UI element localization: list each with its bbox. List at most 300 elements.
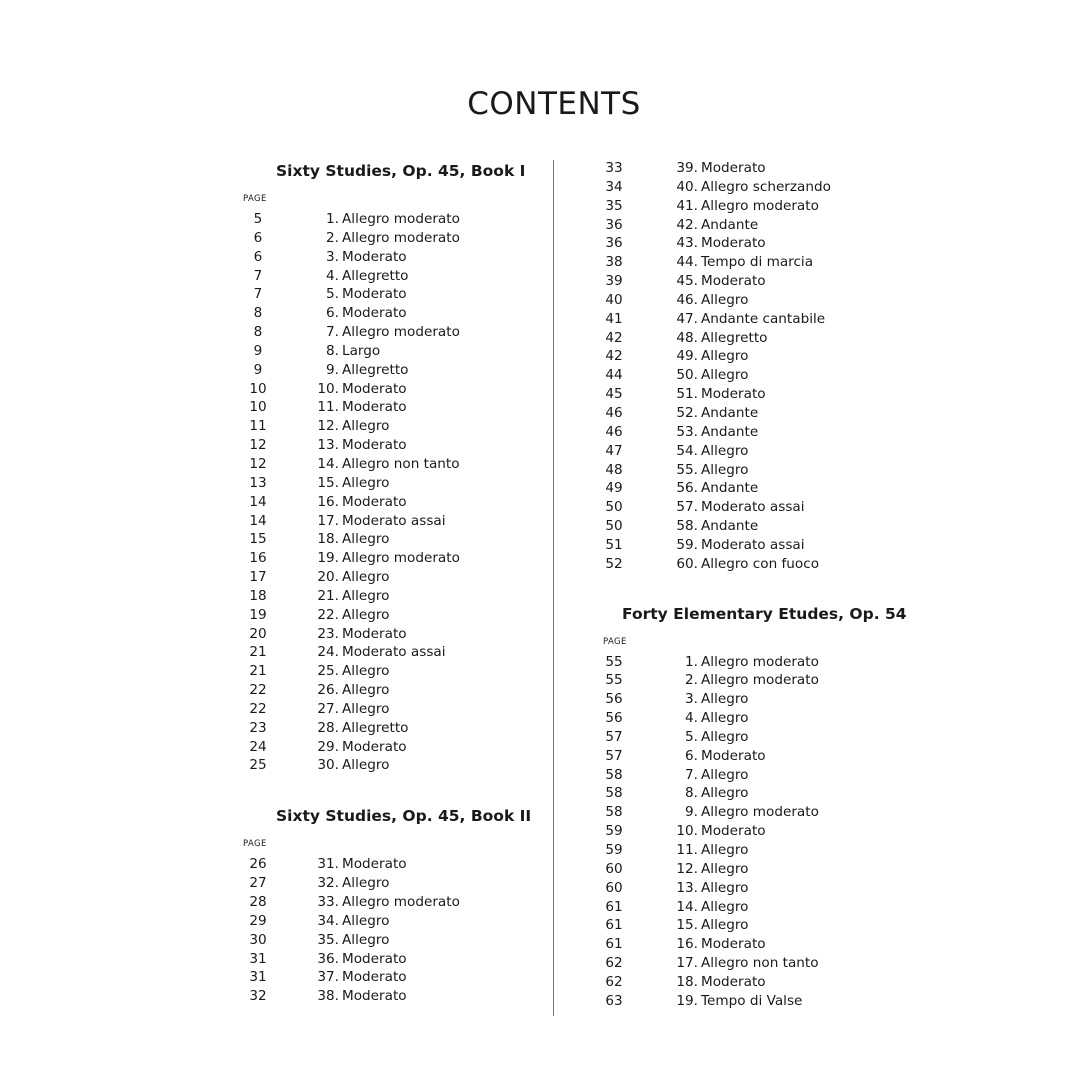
entry-study-number: 11.	[317, 399, 339, 416]
entry-tempo-title: Moderato	[342, 380, 407, 397]
entry-page-number: 36	[605, 235, 623, 252]
entry-page-number: 22	[249, 700, 267, 717]
entry-list	[594, 159, 907, 574]
toc-entry	[594, 178, 907, 197]
entry-list	[238, 855, 531, 1006]
toc-entry	[594, 517, 907, 536]
entry-tempo-title: Allegro	[701, 291, 749, 308]
toc-entry	[238, 855, 531, 874]
entry-page-number: 62	[605, 955, 623, 972]
entry-tempo-title: Moderato assai	[342, 512, 446, 529]
toc-entry	[594, 973, 907, 992]
entry-tempo-title: Largo	[342, 342, 381, 359]
entry-page-number: 32	[249, 988, 267, 1005]
entry-study-number: 41.	[676, 197, 698, 214]
entry-study-number: 37.	[317, 969, 339, 986]
toc-entry	[238, 756, 531, 775]
entry-page-number: 9	[253, 361, 263, 378]
entry-page-number: 14	[249, 493, 267, 510]
entry-tempo-title: Moderato	[342, 969, 407, 986]
entry-page-number: 24	[249, 738, 267, 755]
toc-entry	[238, 493, 531, 512]
entry-study-number: 22.	[317, 606, 339, 623]
entry-tempo-title: Andante	[701, 423, 759, 440]
entry-page-number: 6	[253, 248, 263, 265]
entry-tempo-title: Andante cantabile	[701, 310, 826, 327]
entry-page-number: 21	[249, 663, 267, 680]
entry-study-number: 23.	[317, 625, 339, 642]
entry-page-number: 20	[249, 625, 267, 642]
entry-tempo-title: Allegro moderato	[342, 550, 460, 567]
entry-tempo-title: Allegro	[701, 442, 749, 459]
toc-entry	[594, 479, 907, 498]
toc-entry	[594, 272, 907, 291]
toc-entry	[238, 987, 531, 1006]
entry-tempo-title: Allegro moderato	[701, 672, 819, 689]
entry-study-number: 59.	[676, 536, 698, 553]
entry-tempo-title: Allegro moderato	[342, 211, 460, 227]
entry-study-number: 42.	[676, 216, 698, 233]
toc-entry	[238, 229, 531, 248]
entry-tempo-title: Moderato	[342, 437, 407, 454]
toc-entry	[594, 709, 907, 728]
entry-tempo-title: Allegro moderato	[342, 229, 460, 246]
toc-entry	[594, 423, 907, 442]
entry-study-number: 1.	[685, 653, 698, 670]
toc-entry	[238, 323, 531, 342]
entry-study-number: 52.	[676, 404, 698, 421]
entry-tempo-title: Moderato assai	[701, 499, 805, 516]
entry-tempo-title: Andante	[701, 518, 759, 535]
entry-tempo-title: Andante	[701, 216, 759, 233]
entry-page-number: 31	[249, 969, 267, 986]
entry-study-number: 60.	[676, 555, 698, 572]
entry-tempo-title: Allegro scherzando	[701, 178, 831, 195]
entry-tempo-title: Allegro	[701, 898, 749, 915]
toc-entry	[238, 625, 531, 644]
entry-page-number: 59	[605, 823, 623, 840]
entry-tempo-title: Moderato	[342, 493, 407, 510]
entry-page-number: 51	[605, 536, 623, 553]
entry-study-number: 18.	[676, 973, 698, 990]
entry-study-number: 15.	[317, 474, 339, 491]
entry-page-number: 27	[249, 875, 267, 892]
toc-entry	[594, 898, 907, 917]
toc-entry	[594, 671, 907, 690]
entry-page-number: 8	[253, 305, 263, 322]
entry-study-number: 9.	[326, 361, 339, 378]
toc-entry	[594, 728, 907, 747]
entry-page-number: 50	[605, 518, 623, 535]
toc-entry	[594, 536, 907, 555]
entry-study-number: 3.	[685, 691, 698, 708]
section-book-1	[238, 161, 531, 775]
entry-tempo-title: Allegro	[701, 367, 749, 384]
section-title: Forty Elementary Etudes, Op. 54	[622, 604, 907, 623]
entry-tempo-title: Allegro non tanto	[701, 955, 819, 972]
entry-study-number: 12.	[317, 418, 339, 435]
entry-page-number: 49	[605, 480, 623, 497]
section-title: Sixty Studies, Op. 45, Book II	[276, 807, 532, 826]
entry-page-number: 26	[249, 856, 267, 873]
entry-page-number: 34	[605, 178, 623, 195]
entry-page-number: 61	[605, 936, 623, 953]
page-column-label: PAGE	[243, 194, 267, 204]
entry-study-number: 51.	[676, 386, 698, 403]
entry-study-number: 8.	[326, 342, 339, 359]
entry-page-number: 48	[605, 461, 623, 478]
entry-tempo-title: Allegro moderato	[701, 653, 819, 670]
entry-tempo-title: Andante	[701, 480, 759, 497]
toc-entry	[594, 555, 907, 574]
entry-tempo-title: Allegro	[342, 587, 390, 604]
toc-entry	[238, 893, 531, 912]
entry-page-number: 42	[605, 329, 623, 346]
entry-page-number: 19	[249, 606, 267, 623]
entry-page-number: 56	[605, 710, 623, 727]
toc-entry	[594, 784, 907, 803]
entry-study-number: 19.	[317, 550, 339, 567]
toc-entry	[238, 380, 531, 399]
entry-study-number: 38.	[317, 988, 339, 1005]
toc-entry	[238, 568, 531, 587]
column-divider	[553, 160, 554, 1016]
entry-page-number: 46	[605, 423, 623, 440]
entry-tempo-title: Allegro	[342, 569, 390, 586]
entry-list	[594, 653, 907, 1011]
toc-entry	[238, 874, 531, 893]
entry-page-number: 63	[605, 992, 623, 1009]
toc-entry	[238, 285, 531, 304]
entry-study-number: 47.	[676, 310, 698, 327]
entry-study-number: 55.	[676, 461, 698, 478]
entry-tempo-title: Allegro	[342, 875, 390, 892]
toc-entry	[238, 549, 531, 568]
entry-study-number: 19.	[676, 992, 698, 1009]
entry-page-number: 55	[605, 672, 623, 689]
entry-study-number: 13.	[676, 879, 698, 896]
entry-page-number: 12	[249, 437, 267, 454]
toc-entry	[238, 267, 531, 286]
toc-entry	[238, 361, 531, 380]
entry-study-number: 7.	[685, 766, 698, 783]
toc-entry	[594, 803, 907, 822]
entry-study-number: 57.	[676, 499, 698, 516]
entry-study-number: 17.	[317, 512, 339, 529]
toc-entry	[238, 304, 531, 323]
entry-study-number: 7.	[326, 324, 339, 341]
entry-page-number: 57	[605, 747, 623, 764]
section-book-2	[238, 806, 531, 1006]
entry-page-number: 16	[249, 550, 267, 567]
toc-entry	[238, 643, 531, 662]
entry-tempo-title: Allegro non tanto	[342, 455, 460, 472]
entry-tempo-title: Allegro	[701, 691, 749, 708]
entry-page-number: 18	[249, 587, 267, 604]
toc-entry	[238, 738, 531, 757]
entry-page-number: 52	[605, 555, 623, 572]
toc-entry	[594, 766, 907, 785]
entry-tempo-title: Moderato	[342, 399, 407, 416]
entry-study-number: 45.	[676, 273, 698, 290]
toc-entry	[238, 700, 531, 719]
entry-study-number: 2.	[326, 229, 339, 246]
toc-entry	[594, 747, 907, 766]
left-column	[238, 161, 531, 1006]
entry-tempo-title: Moderato	[342, 988, 407, 1005]
entry-study-number: 54.	[676, 442, 698, 459]
entry-tempo-title: Allegro	[342, 700, 390, 717]
toc-entry	[238, 398, 531, 417]
toc-entry	[594, 860, 907, 879]
toc-entry	[238, 436, 531, 455]
entry-study-number: 3.	[326, 248, 339, 265]
entry-tempo-title: Moderato	[701, 973, 766, 990]
entry-study-number: 16.	[676, 936, 698, 953]
entry-study-number: 53.	[676, 423, 698, 440]
entry-tempo-title: Allegro	[342, 531, 390, 548]
entry-study-number: 56.	[676, 480, 698, 497]
entry-tempo-title: Moderato	[342, 305, 407, 322]
entry-page-number: 7	[253, 286, 263, 303]
entry-study-number: 31.	[317, 856, 339, 873]
entry-study-number: 12.	[676, 860, 698, 877]
entry-study-number: 5.	[326, 286, 339, 303]
toc-entry	[594, 879, 907, 898]
section-op-54	[594, 604, 907, 1011]
entry-study-number: 2.	[685, 672, 698, 689]
entry-tempo-title: Allegro	[342, 474, 390, 491]
toc-entry	[238, 210, 531, 229]
entry-page-number: 9	[253, 342, 263, 359]
entry-study-number: 48.	[676, 329, 698, 346]
entry-page-number: 41	[605, 310, 623, 327]
toc-entry	[594, 310, 907, 329]
entry-tempo-title: Tempo di Valse	[701, 992, 803, 1009]
entry-study-number: 28.	[317, 719, 339, 736]
entry-page-number: 21	[249, 644, 267, 661]
entry-page-number: 6	[253, 229, 263, 246]
entry-page-number: 30	[249, 931, 267, 948]
entry-study-number: 10.	[676, 823, 698, 840]
entry-tempo-title: Allegro	[342, 757, 390, 774]
toc-entry	[594, 197, 907, 216]
toc-entry	[594, 329, 907, 348]
entry-study-number: 20.	[317, 569, 339, 586]
entry-page-number: 44	[605, 367, 623, 384]
page-column-label: PAGE	[603, 636, 627, 647]
entry-study-number: 4.	[685, 710, 698, 727]
entry-study-number: 34.	[317, 912, 339, 929]
toc-entry	[238, 719, 531, 738]
toc-entry	[238, 606, 531, 625]
entry-page-number: 5	[253, 211, 263, 227]
toc-entry	[594, 822, 907, 841]
entry-page-number: 62	[605, 973, 623, 990]
entry-study-number: 36.	[317, 950, 339, 967]
toc-entry	[594, 159, 907, 178]
toc-entry	[594, 498, 907, 517]
entry-study-number: 43.	[676, 235, 698, 252]
entry-study-number: 50.	[676, 367, 698, 384]
entry-page-number: 14	[249, 512, 267, 529]
entry-list	[238, 210, 531, 775]
entry-study-number: 25.	[317, 663, 339, 680]
entry-page-number: 17	[249, 569, 267, 586]
entry-page-number: 61	[605, 917, 623, 934]
entry-study-number: 11.	[676, 842, 698, 858]
entry-tempo-title: Allegro	[701, 461, 749, 478]
toc-entry	[594, 216, 907, 235]
entry-tempo-title: Moderato	[342, 286, 407, 303]
entry-tempo-title: Moderato	[701, 936, 766, 953]
entry-tempo-title: Allegro	[342, 663, 390, 680]
toc-entry	[238, 342, 531, 361]
entry-tempo-title: Moderato	[701, 160, 766, 176]
entry-page-number: 25	[249, 757, 267, 774]
entry-tempo-title: Allegro	[701, 710, 749, 727]
entry-tempo-title: Moderato	[342, 950, 407, 967]
entry-tempo-title: Moderato	[701, 386, 766, 403]
entry-tempo-title: Allegro moderato	[342, 324, 460, 341]
entry-tempo-title: Moderato	[701, 273, 766, 290]
toc-entry	[238, 455, 531, 474]
entry-study-number: 24.	[317, 644, 339, 661]
entry-page-number: 8	[253, 324, 263, 341]
entry-tempo-title: Andante	[701, 404, 759, 421]
entry-tempo-title: Allegro	[342, 912, 390, 929]
entry-study-number: 40.	[676, 178, 698, 195]
entry-page-number: 29	[249, 912, 267, 929]
entry-tempo-title: Allegro moderato	[701, 804, 819, 821]
toc-entry	[238, 662, 531, 681]
entry-tempo-title: Allegro	[701, 785, 749, 802]
entry-tempo-title: Allegro	[342, 418, 390, 435]
entry-tempo-title: Allegretto	[342, 361, 409, 378]
right-column	[594, 159, 907, 1011]
entry-study-number: 4.	[326, 267, 339, 284]
entry-page-number: 45	[605, 386, 623, 403]
toc-entry	[594, 442, 907, 461]
entry-tempo-title: Moderato assai	[342, 644, 446, 661]
entry-study-number: 5.	[685, 728, 698, 745]
entry-page-number: 60	[605, 860, 623, 877]
entry-page-number: 38	[605, 254, 623, 271]
page-title: CONTENTS	[467, 86, 641, 122]
entry-page-number: 35	[605, 197, 623, 214]
entry-page-number: 28	[249, 894, 267, 910]
entry-study-number: 58.	[676, 518, 698, 535]
entry-study-number: 29.	[317, 738, 339, 755]
entry-study-number: 1.	[326, 211, 339, 227]
entry-tempo-title: Allegretto	[701, 329, 768, 346]
toc-entry	[594, 916, 907, 935]
entry-tempo-title: Moderato	[342, 625, 407, 642]
entry-tempo-title: Allegro con fuoco	[701, 555, 820, 572]
entry-tempo-title: Allegro	[701, 879, 749, 896]
toc-entry	[594, 234, 907, 253]
entry-study-number: 15.	[676, 917, 698, 934]
entry-tempo-title: Moderato	[342, 856, 407, 873]
entry-study-number: 26.	[317, 682, 339, 699]
entry-study-number: 27.	[317, 700, 339, 717]
entry-study-number: 8.	[685, 785, 698, 802]
entry-study-number: 21.	[317, 587, 339, 604]
entry-page-number: 39	[605, 273, 623, 290]
entry-page-number: 22	[249, 682, 267, 699]
toc-entry	[594, 841, 907, 860]
entry-tempo-title: Moderato	[342, 248, 407, 265]
entry-tempo-title: Moderato assai	[701, 536, 805, 553]
entry-page-number: 15	[249, 531, 267, 548]
entry-study-number: 14.	[676, 898, 698, 915]
entry-page-number: 56	[605, 691, 623, 708]
entry-tempo-title: Allegro	[701, 860, 749, 877]
entry-study-number: 49.	[676, 348, 698, 365]
entry-page-number: 55	[605, 653, 623, 670]
entry-page-number: 33	[605, 160, 623, 176]
entry-page-number: 36	[605, 216, 623, 233]
entry-study-number: 30.	[317, 757, 339, 774]
entry-page-number: 50	[605, 499, 623, 516]
entry-page-number: 58	[605, 804, 623, 821]
toc-entry	[594, 385, 907, 404]
entry-page-number: 10	[249, 380, 267, 397]
toc-entry	[594, 347, 907, 366]
entry-tempo-title: Allegro moderato	[342, 894, 460, 910]
entry-tempo-title: Allegro	[342, 606, 390, 623]
entry-tempo-title: Allegro moderato	[701, 197, 819, 214]
entry-page-number: 7	[253, 267, 263, 284]
entry-study-number: 33.	[317, 894, 339, 910]
entry-tempo-title: Allegro	[701, 728, 749, 745]
entry-tempo-title: Allegretto	[342, 719, 409, 736]
entry-study-number: 14.	[317, 455, 339, 472]
entry-page-number: 58	[605, 785, 623, 802]
entry-tempo-title: Allegro	[701, 348, 749, 365]
entry-page-number: 23	[249, 719, 267, 736]
entry-tempo-title: Allegro	[701, 842, 749, 858]
entry-page-number: 46	[605, 404, 623, 421]
page-column-label: PAGE	[243, 839, 267, 850]
entry-study-number: 39.	[676, 160, 698, 176]
entry-tempo-title: Tempo di marcia	[701, 254, 814, 271]
entry-study-number: 35.	[317, 931, 339, 948]
entry-study-number: 18.	[317, 531, 339, 548]
toc-entry	[238, 912, 531, 931]
toc-entry	[594, 992, 907, 1011]
toc-entry	[594, 291, 907, 310]
entry-study-number: 44.	[676, 254, 698, 271]
entry-study-number: 16.	[317, 493, 339, 510]
entry-page-number: 57	[605, 728, 623, 745]
entry-page-number: 59	[605, 842, 623, 858]
entry-tempo-title: Moderato	[701, 823, 766, 840]
entry-study-number: 32.	[317, 875, 339, 892]
toc-entry	[238, 474, 531, 493]
toc-entry	[594, 935, 907, 954]
entry-tempo-title: Allegretto	[342, 267, 409, 284]
entry-study-number: 6.	[685, 747, 698, 764]
toc-entry	[594, 653, 907, 672]
toc-entry	[594, 461, 907, 480]
toc-entry	[594, 253, 907, 272]
toc-entry	[238, 681, 531, 700]
entry-page-number: 47	[605, 442, 623, 459]
entry-tempo-title: Allegro	[342, 931, 390, 948]
toc-entry	[238, 417, 531, 436]
toc-entry	[238, 587, 531, 606]
